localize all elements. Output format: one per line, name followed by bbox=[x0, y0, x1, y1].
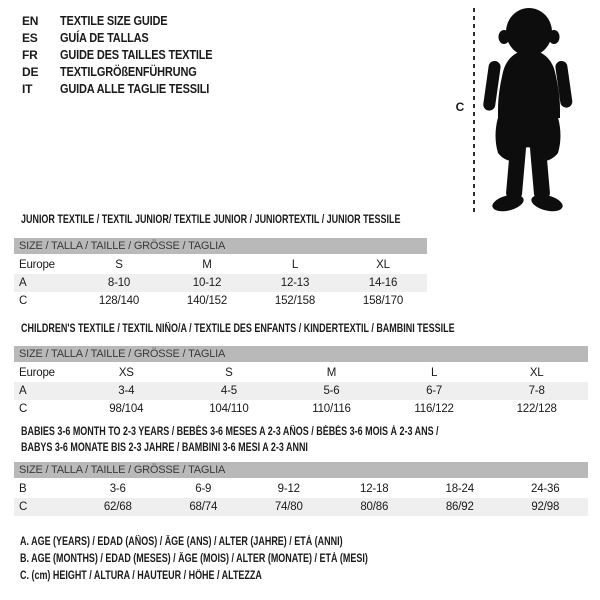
language-label: TEXTILE SIZE GUIDE bbox=[60, 14, 168, 28]
language-code: DE bbox=[22, 65, 39, 79]
size-header-bar: SIZE / TALLA / TAILLE / GRÖSSE / TAGLIA bbox=[14, 238, 427, 254]
table-row-height bbox=[14, 498, 588, 516]
table-cell: 86/92 bbox=[445, 501, 474, 513]
language-label: GUIDA ALLE TAGLIE TESSILI bbox=[60, 82, 210, 96]
table-cell: XL bbox=[376, 259, 390, 271]
table-cell: 6-7 bbox=[426, 385, 443, 397]
table-cell: 12-13 bbox=[280, 277, 310, 289]
row-label: C bbox=[19, 403, 28, 415]
language-row-it bbox=[22, 81, 233, 98]
table-cell: 152/158 bbox=[274, 295, 316, 307]
row-label: B bbox=[19, 483, 27, 495]
table-cell: 18-24 bbox=[445, 483, 474, 495]
table-cell: 116/122 bbox=[414, 403, 454, 415]
table-cell: 3-4 bbox=[118, 385, 135, 397]
row-label: Europe bbox=[19, 367, 55, 379]
table-cell: 92/98 bbox=[531, 501, 560, 513]
table-cell: 110/116 bbox=[312, 403, 351, 415]
note-age-months: B. AGE (MONTHS) / EDAD (MESES) / ÂGE (MOIS) / ALTER (MONATE) / ETÀ (MESI) bbox=[20, 553, 368, 565]
babies-table-title bbox=[21, 424, 439, 456]
table-cell: M bbox=[326, 367, 337, 379]
table-cell: 4-5 bbox=[220, 385, 237, 397]
language-row-en bbox=[22, 13, 233, 30]
table-cell: 8-10 bbox=[107, 277, 131, 289]
size-header-bar: SIZE / TALLA / TAILLE / GRÖSSE / TAGLIA bbox=[14, 462, 588, 478]
baby-silhouette-icon bbox=[482, 6, 574, 214]
language-code: IT bbox=[22, 82, 33, 96]
table-cell: 74/80 bbox=[274, 501, 303, 513]
table-cell: 140/152 bbox=[186, 295, 228, 307]
language-header bbox=[22, 13, 233, 98]
row-label: A bbox=[19, 385, 27, 397]
row-label: C bbox=[19, 501, 28, 513]
table-row-europe bbox=[14, 256, 427, 274]
children-size-table bbox=[14, 346, 588, 418]
table-cell: 7-8 bbox=[528, 385, 545, 397]
table-cell: 3-6 bbox=[109, 483, 126, 495]
table-cell: L bbox=[430, 367, 438, 379]
height-measure-line bbox=[473, 8, 475, 213]
table-cell: 128/140 bbox=[98, 295, 140, 307]
note-age-years: A. AGE (YEARS) / EDAD (AÑOS) / ÂGE (ANS) / ALTER (JAHRE) / ETÀ (ANNI) bbox=[20, 536, 343, 548]
babies-title-line-1: BABIES 3-6 MONTH TO 2-3 YEARS / BEBÉS 3-6 MESES A 2-3 AÑOS / BÉBÉS 3-6 MOIS À 2-3 ANS / bbox=[21, 426, 439, 438]
table-cell: 104/110 bbox=[209, 403, 249, 415]
language-row-fr bbox=[22, 47, 233, 64]
table-cell: 98/104 bbox=[109, 403, 144, 415]
language-label: GUIDE DES TAILLES TEXTILE bbox=[60, 48, 213, 62]
children-table-title: CHILDREN'S TEXTILE / TEXTIL NIÑO/A / TEXTILE DES ENFANTS / KINDERTEXTIL / BAMBINI TESSILE bbox=[21, 323, 455, 335]
table-cell: 80/86 bbox=[360, 501, 389, 513]
babies-title-line-2: BABYS 3-6 MONATE BIS 2-3 JAHRE / BAMBINI 3-6 MESI A 2-3 ANNI bbox=[21, 442, 308, 454]
language-row-es bbox=[22, 30, 233, 47]
table-cell: 12-18 bbox=[360, 483, 389, 495]
height-measure-label: C bbox=[455, 100, 465, 114]
table-cell: 122/128 bbox=[516, 403, 557, 415]
babies-size-table bbox=[14, 462, 588, 516]
table-cell: 62/68 bbox=[103, 501, 132, 513]
table-cell: L bbox=[291, 259, 299, 271]
table-cell: S bbox=[225, 367, 233, 379]
size-header-bar: SIZE / TALLA / TAILLE / GRÖSSE / TAGLIA bbox=[14, 346, 588, 362]
row-label: Europe bbox=[19, 259, 55, 271]
table-cell: 10-12 bbox=[192, 277, 222, 289]
table-row-height bbox=[14, 400, 588, 418]
note-height-cm: C. (cm) HEIGHT / ALTURA / HAUTEUR / HÖHE / ALTEZZA bbox=[20, 570, 262, 582]
table-row-age-months bbox=[14, 480, 588, 498]
table-cell: 9-12 bbox=[277, 483, 300, 495]
table-cell: XS bbox=[118, 367, 134, 379]
legend-notes bbox=[20, 534, 466, 585]
table-row-height bbox=[14, 292, 427, 310]
junior-table-title: JUNIOR TEXTILE / TEXTIL JUNIOR/ TEXTILE JUNIOR / JUNIORTEXTIL / JUNIOR TESSILE bbox=[21, 214, 401, 226]
table-cell: XL bbox=[529, 367, 544, 379]
table-cell: 24-36 bbox=[531, 483, 560, 495]
row-label: A bbox=[19, 277, 27, 289]
table-cell: 68/74 bbox=[189, 501, 218, 513]
table-cell: 6-9 bbox=[195, 483, 212, 495]
row-label: C bbox=[19, 295, 28, 307]
junior-size-table bbox=[14, 238, 427, 310]
table-cell: 5-6 bbox=[323, 385, 340, 397]
language-code: ES bbox=[22, 31, 38, 45]
table-cell: 158/170 bbox=[362, 295, 404, 307]
table-cell: S bbox=[115, 259, 123, 271]
language-code: FR bbox=[22, 48, 38, 62]
table-cell: M bbox=[202, 259, 212, 271]
language-label: TEXTILGRÖßENFÜHRUNG bbox=[60, 65, 197, 79]
language-code: EN bbox=[22, 14, 39, 28]
language-row-de bbox=[22, 64, 233, 81]
table-row-europe bbox=[14, 364, 588, 382]
table-row-age bbox=[14, 274, 427, 292]
table-cell: 14-16 bbox=[368, 277, 398, 289]
language-label: GUÍA DE TALLAS bbox=[60, 31, 149, 45]
table-row-age bbox=[14, 382, 588, 400]
